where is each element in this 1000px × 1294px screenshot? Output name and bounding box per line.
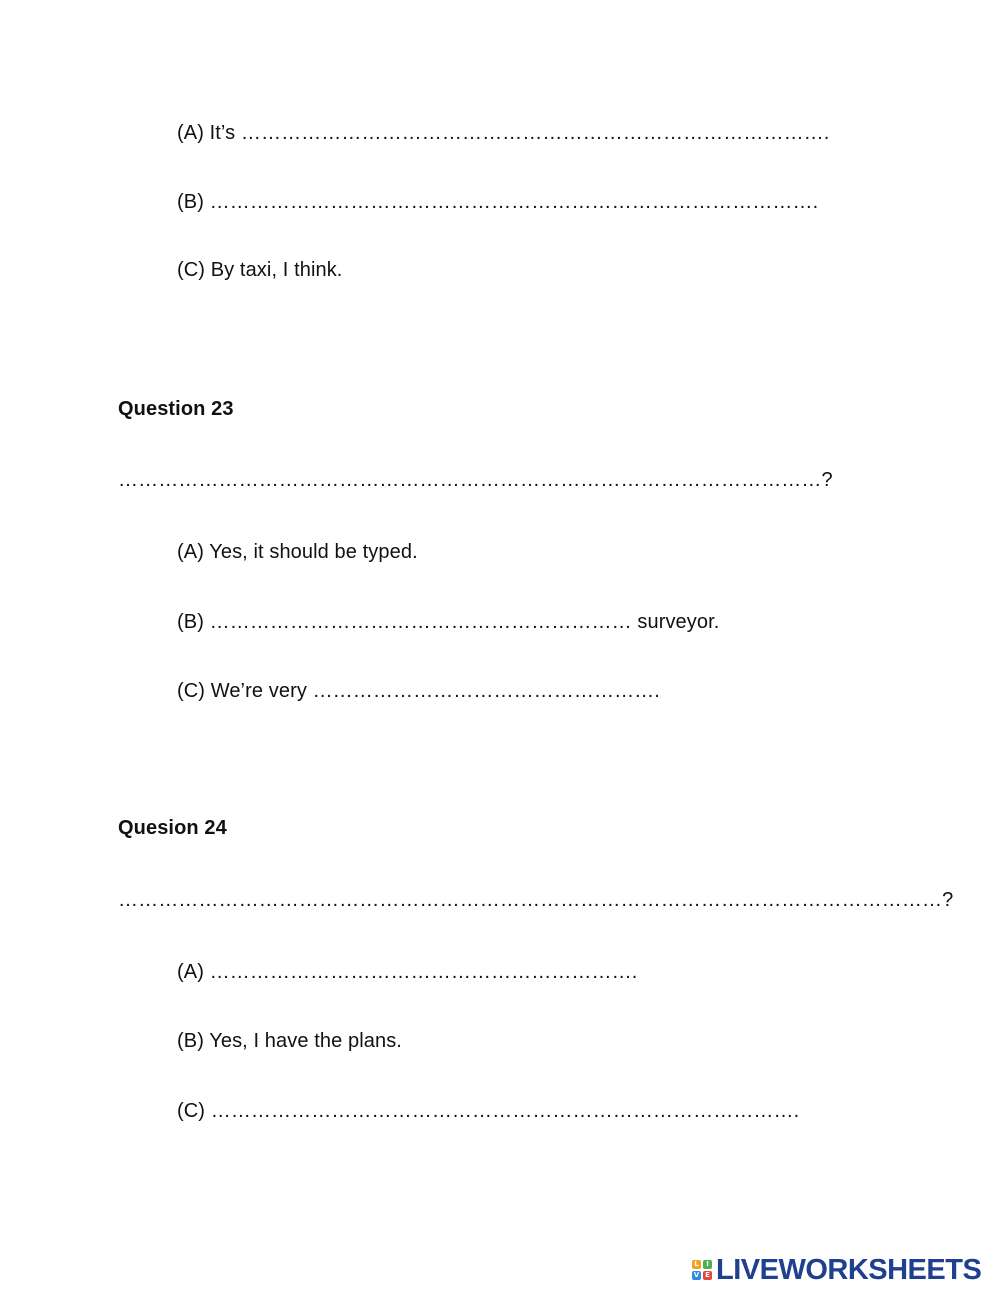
logo-wordmark: LIVEWORKSHEETS	[716, 1254, 982, 1286]
q24-option-c[interactable]: (C) …………………………………………………………………………….	[177, 1100, 800, 1122]
liveworksheets-logo	[692, 1253, 981, 1287]
q24-option-a[interactable]: (A) ……………………………………………………….	[177, 961, 638, 983]
question-23-heading: Question 23	[118, 398, 234, 420]
question-23-prompt-blank[interactable]: ……………………………………………………………………………………………?	[118, 469, 833, 491]
logo-mark-tile: I	[703, 1260, 712, 1269]
q22-option-a: (A) It’s …………………………………………………………………………….	[177, 122, 830, 144]
logo-mark-tile: E	[703, 1271, 712, 1280]
question-24-prompt-blank[interactable]: ……………………………………………………………………………………………………………?	[118, 889, 954, 911]
q22-option-b: (B) ……………………………………………………………………………….	[177, 191, 819, 213]
logo-mark-tile: L	[692, 1260, 701, 1269]
question-24-heading: Quesion 24	[118, 817, 227, 839]
q23-option-a: (A) Yes, it should be typed.	[177, 541, 418, 563]
logo-mark-tile: V	[693, 1271, 700, 1279]
q23-option-b[interactable]: (B) ……………………………………………………… surveyor.	[177, 611, 720, 633]
q24-option-b: (B) Yes, I have the plans.	[177, 1030, 402, 1052]
q22-option-c: (C) By taxi, I think.	[177, 259, 343, 281]
logo-mark-icon	[692, 1260, 712, 1280]
q23-option-c[interactable]: (C) We’re very …………………………………………….	[177, 680, 660, 702]
